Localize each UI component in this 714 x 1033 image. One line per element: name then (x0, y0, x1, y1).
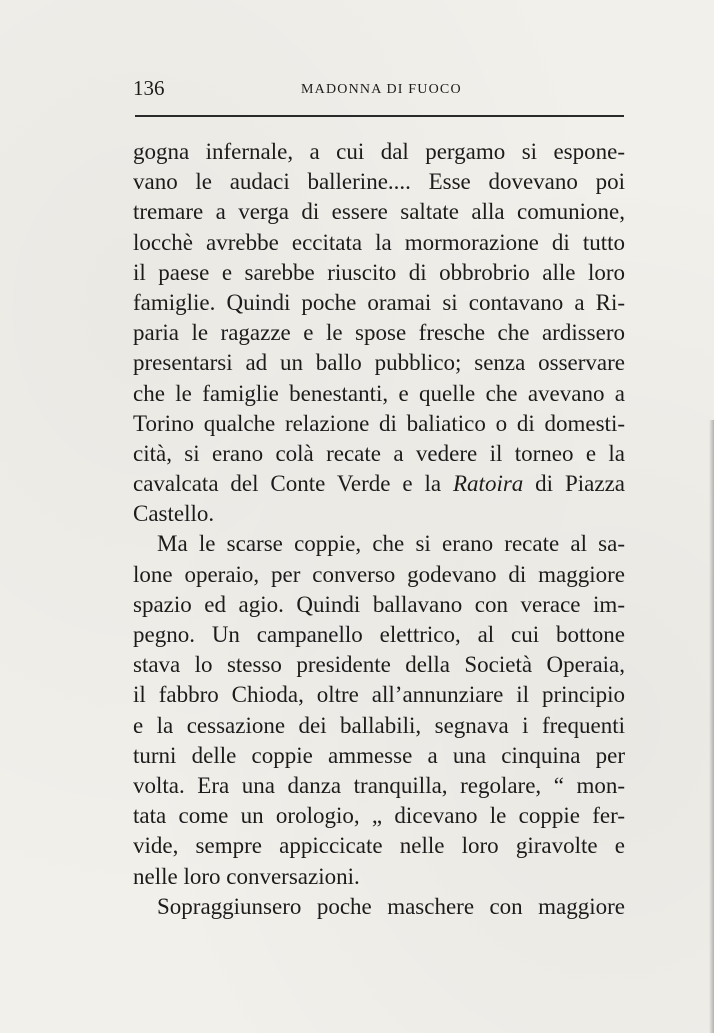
text-line: locchè avrebbe eccitata la mormorazione di tutto (133, 229, 625, 255)
running-head (133, 76, 625, 104)
text-line: cità, si erano colà recate a vedere il torneo e la (133, 440, 625, 466)
text-line: il paese e sarebbe riuscito di obbrobrio alle loro (133, 259, 625, 285)
text-line: Ma le scarse coppie, che si erano recate al sa- (157, 531, 625, 557)
text-segment: di Piazza (523, 471, 625, 497)
text-line: che le famiglie benestanti, e quelle che avevano a (133, 380, 625, 406)
text-line: gogna infernale, a cui dal pergamo si espone- (133, 139, 625, 164)
text-line: stava lo stesso presidente della Società Operaia, (133, 652, 625, 678)
text-line: Sopraggiunsero poche maschere con maggiore (157, 893, 625, 919)
text-line: tremare a verga di essere saltate alla comunione, (133, 199, 625, 225)
running-title: MADONNA DI FUOCO (301, 82, 462, 97)
text-line: vano le audaci ballerine.... Esse dovevano poi (133, 169, 625, 195)
page-number: 136 (133, 76, 165, 100)
text-line: tata come un orologio, „ dicevano le coppie fer- (133, 803, 625, 829)
body-text (133, 137, 625, 922)
text-line: volta. Era una danza tranquilla, regolare, “ mon- (133, 772, 625, 798)
text-segment: cavalcata del Conte Verde e la (133, 471, 453, 497)
text-line: Castello. (133, 501, 215, 527)
text-line: e la cessazione dei ballabili, segnava i frequenti (133, 712, 625, 738)
text-line: pegno. Un campanello elettrico, al cui bottone (133, 622, 625, 647)
header-rule (135, 115, 624, 117)
text-line: lone operaio, per converso godevano di maggiore (133, 561, 625, 587)
text-line: presentarsi ad un ballo pubblico; senza osservare (133, 350, 625, 376)
text-line: famiglie. Quindi poche oramai si contavano a Ri- (133, 289, 625, 315)
text-line: Torino qualche relazione di baliatico o di domesti- (133, 410, 625, 436)
text-line: paria le ragazze e le spose fresche che ardissero (133, 320, 625, 346)
page-edge-shadow (709, 420, 714, 1033)
text-line-with-italic (133, 469, 625, 499)
italic-term: Ratoira (453, 471, 524, 497)
text-line: il fabbro Chioda, oltre all’annunziare il principio (133, 682, 625, 708)
text-line: nelle loro conversazioni. (133, 863, 360, 889)
text-line: vide, sempre appiccicate nelle loro giravolte e (133, 833, 625, 859)
text-line: spazio ed agio. Quindi ballavano con verace im- (133, 591, 625, 617)
text-line: turni delle coppie ammesse a una cinquina per (133, 742, 625, 768)
